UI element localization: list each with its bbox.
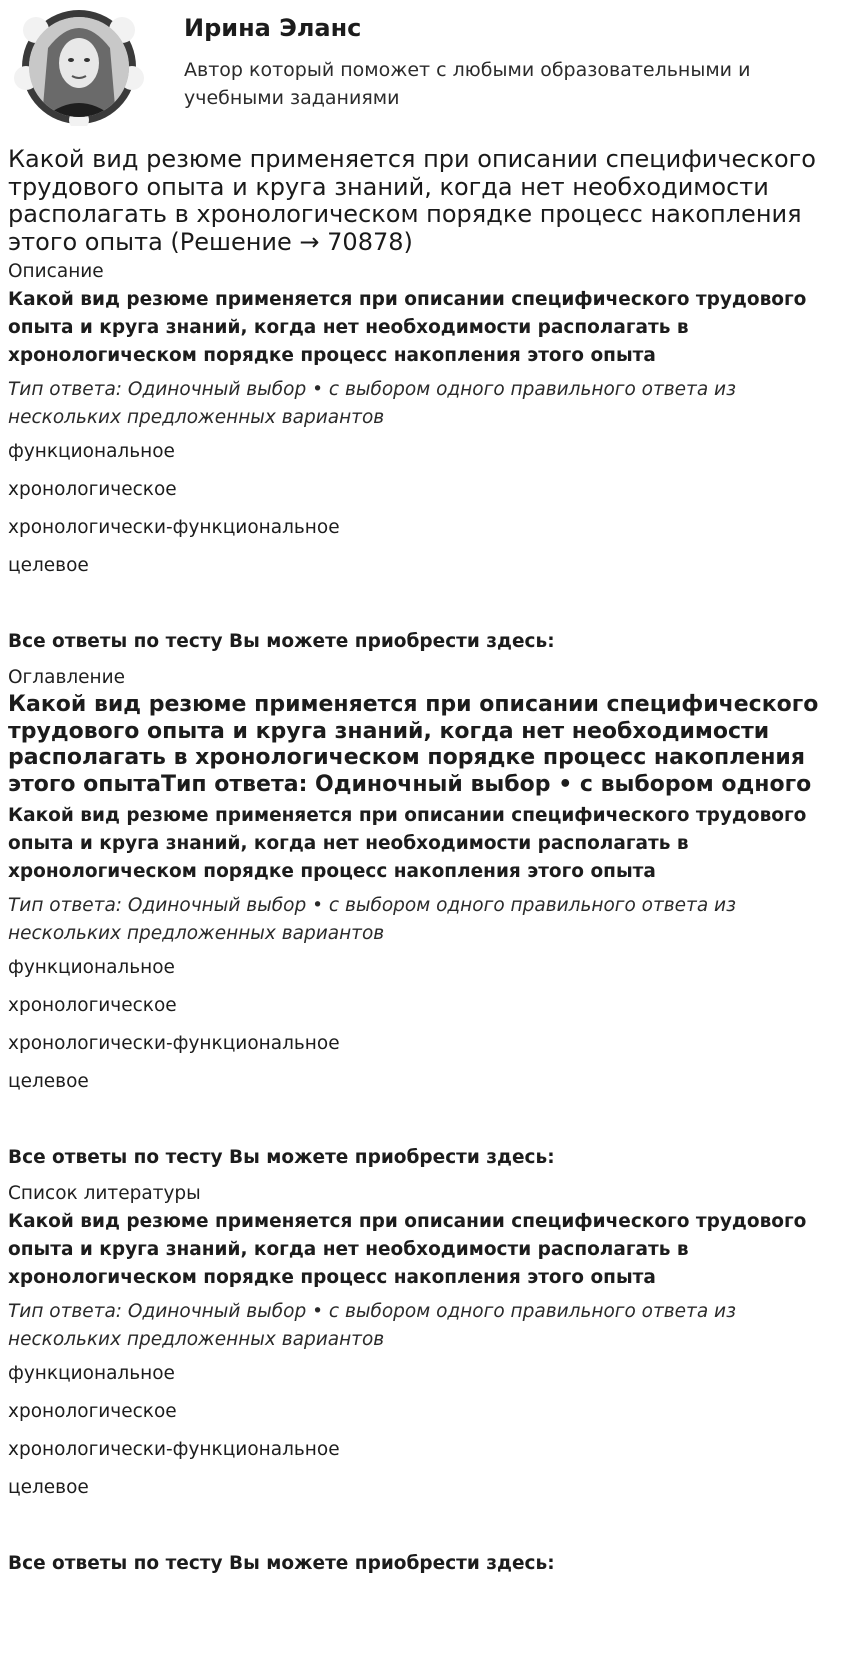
answer-type: Тип ответа: Одиночный выбор • с выбором одного правильного ответа из нескольких предложенных вариантов [8,1301,736,1350]
answer-type: Тип ответа: Одиночный выбор • с выбором одного правильного ответа из нескольких предложенных вариантов [8,379,736,428]
answer-option: хронологическое [8,479,177,500]
article-content [8,146,840,1588]
buy-link-text[interactable]: Все ответы по тесту Вы можете приобрести здесь: [8,1553,555,1574]
answer-option: хронологическое [8,1401,177,1422]
contents-heading: Какой вид резюме применяется при описании специфического трудового опыта и круга знаний, когда нет необходимости располагать в хронологическом порядке процесс накопления этого опытаТип ответа: Одиночный выбор • с выбором одного [8,692,819,797]
answer-option: хронологически-функциональное [8,1033,340,1054]
answer-option: хронологически-функциональное [8,517,340,538]
section-label-description: Описание [8,261,104,282]
question-text: Какой вид резюме применяется при описании специфического трудового опыта и круга знаний, когда нет необходимости располагать в хронологическом порядке процесс накопления этого опыта [8,289,807,366]
buy-link-text[interactable]: Все ответы по тесту Вы можете приобрести здесь: [8,1147,555,1168]
answer-option: хронологически-функциональное [8,1439,340,1460]
author-avatar [8,8,150,126]
question-text: Какой вид резюме применяется при описании специфического трудового опыта и круга знаний, когда нет необходимости располагать в хронологическом порядке процесс накопления этого опыта [8,1211,807,1288]
answer-option: целевое [8,1071,89,1092]
answer-type: Тип ответа: Одиночный выбор • с выбором одного правильного ответа из нескольких предложенных вариантов [8,895,736,944]
section-label-references: Список литературы [8,1183,201,1204]
section-label-contents: Оглавление [8,667,126,688]
answer-option: функциональное [8,957,175,978]
answer-option: целевое [8,1477,89,1498]
answer-option: целевое [8,555,89,576]
author-card [8,8,838,128]
author-bio: Автор который поможет с любыми образовательными и учебными заданиями [184,59,751,109]
answer-option: функциональное [8,1363,175,1384]
question-text: Какой вид резюме применяется при описании специфического трудового опыта и круга знаний, когда нет необходимости располагать в хронологическом порядке процесс накопления этого опыта [8,805,807,882]
buy-link-text[interactable]: Все ответы по тесту Вы можете приобрести здесь: [8,631,555,652]
answer-option: функциональное [8,441,175,462]
page-title: Какой вид резюме применяется при описании специфического трудового опыта и круга знаний, когда нет необходимости располагать в хронологическом порядке процесс накопления этого опыта (Решение → 70878) [8,145,816,256]
author-name: Ирина Эланс [184,14,362,42]
answer-option: хронологическое [8,995,177,1016]
